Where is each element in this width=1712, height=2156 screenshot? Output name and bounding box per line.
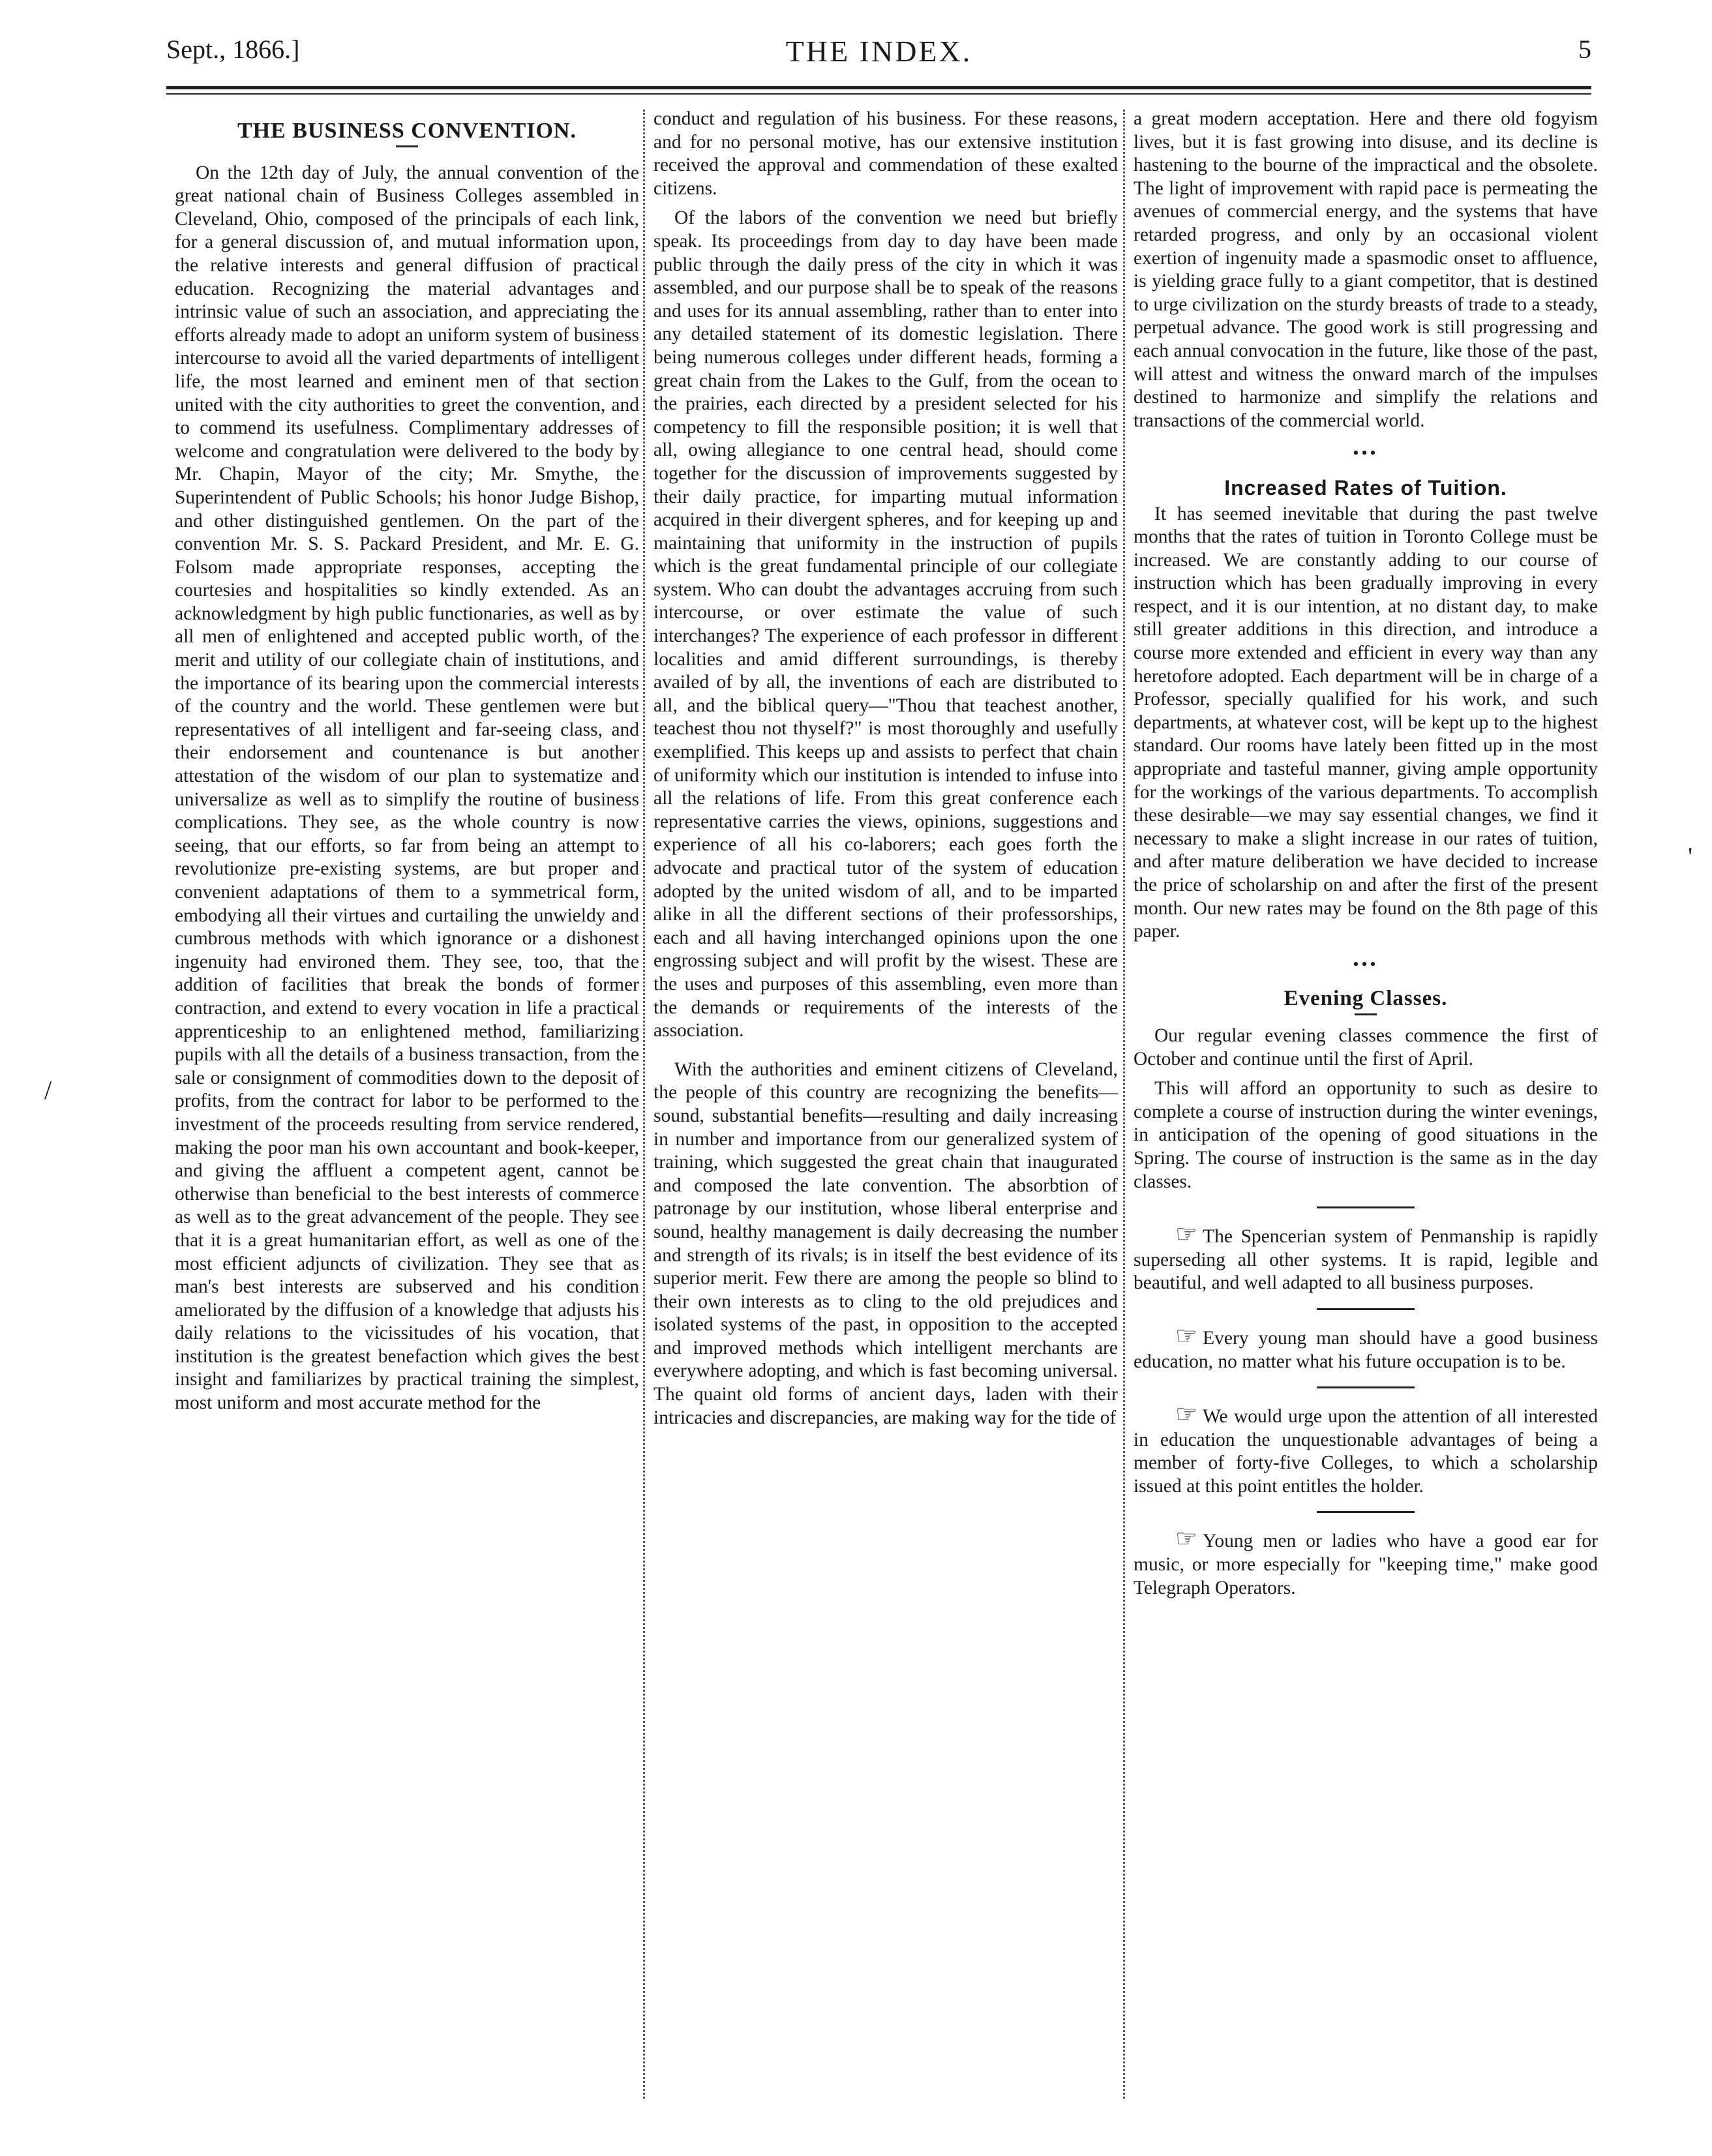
masthead-rule-thick (166, 86, 1591, 89)
convention-paragraph-1-continued: conduct and regulation of his business. For these reasons, and for no personal motive, has our extensive institution received the approval and commendation of these exalted citizens. (653, 108, 1118, 199)
convention-paragraph-1: On the 12th day of July, the annual convention of the great national chain of Business Colleges assembled in Cleveland, Ohio, composed of the principals of each link, for a general discussion of, and mutual information upon, the relative interests and general diffusion of practical education. Recognizing the material advantages and intrinsic value of such an association, and appreciating the efforts already made to adopt an uniform system of business intercourse to avoid all the varied departments of intelligent life, the most learned and eminent men of that section united with the city authorities to greet the convention, and to commend its usefulness. Complimentary addresses of welcome and congratulation were delivered to the body by Mr. Chapin, Mayor of the city; Mr. Smythe, the Superintendent of Public Schools; his honor Judge Bishop, and other distinguished gentlemen. On the part of the convention Mr. S. S. Packard President, and Mr. E. G. Folsom made appropriate responses, accepting the courtesies and hospitalities so kindly extended. As an acknowledgment by high public functionaries, as well as by all men of enlightened and accepted public worth, of the merit and utility of our collegiate chain of institutions, and the importance of its bearing upon the commercial interests of the country and the world. These gentlemen were but representatives of all intelligent and far-seeing class, and their endorsement and countenance is but another attestation of the wisdom of our plan to systematize and universalize as well as to simplify the routine of business complications. They see, as the whole country is now seeing, that our efforts, so far from being an attempt to revolutionize pre-existing systems, are but proper and convenient adaptations of them to a symmetrical form, embodying all their virtues and curtailing the unwieldy and cumbrous methods with which ignorance or a dishonest ingenuity had environed them. They see, too, that the addition of facilities that break the bonds of former contraction, and extend to every vocation in life a practical apprenticeship to an enlightened method, familiarizing pupils with all the details of a business transaction, from the sale or consignment of commodities down to the deposit of profits, from the contract for labor to be performed to the investment of the proceeds resulting from service rendered, making the poor man his own accountant and book-keeper, and giving the affluent a competent agent, cannot be otherwise than beneficial to the best interests of commerce as well as to the great advancement of the people. They see that it is a great humanitarian effort, as well as one of the most efficient adjuncts of civilization. They see that as man's best interests are subserved and his condition ameliorated by the diffusion of a knowledge that adjusts his daily relations to the vicissitudes of his vocation, that institution is the greatest benefaction which gives the best insight and familiarizes by practical training the simplest, most uniform and most accurate method for the (175, 162, 639, 1414)
note-telegraph (1134, 1525, 1598, 1600)
note-text: Young men or ladies who have a good ear for music, or more especially for "keeping time," make good Telegraph Operators. (1134, 1531, 1598, 1598)
issue-date: Sept., 1866.] (166, 35, 300, 64)
stray-mark-left: / (44, 1075, 52, 1105)
article-title-tuition: Increased Rates of Tuition. (1224, 475, 1507, 500)
convention-paragraph-3-continued: a great modern acceptation. Here and there old fogyism lives, but it is fast growing into disuse, and its decline is hastening to the bourne of the impractical and the obsolete. The light of improvement with rapid pace is permeating the avenues of commercial energy, and the systems that have retarded progress, and only by an occasional violent exertion of ingenuity made a spasmodic onset to affluence, is yielding grace fully to a giant competitor, that is destined to urge civilization on the sturdy breasts of trade to a steady, perpetual advance. The good work is still progressing and each annual convocation in the future, like those of the past, will attest and witness the onward march of the impulses destined to harmonize and simplify the relations and transactions of the commercial world. (1134, 108, 1598, 431)
note-business-education (1134, 1322, 1598, 1373)
masthead (166, 34, 1591, 73)
note-text: The Spencerian system of Penmanship is rapidly superseding all other systems. It is rapid, legible and beautiful, and well adapted to all business purposes. (1134, 1226, 1598, 1294)
tuition-paragraph: It has seemed inevitable that during the past twelve months that the rates of tuition in Toronto College must be increased. We are constantly adding to our course of instruction which has been gradually improving in every respect, and it is our intention, at no distant day, to make still greater additions in this direction, and introduce a course more extended and efficient in every way than any heretofore adopted. Each department will be in charge of a Professor, specially qualified for his work, and such departments, at whatever cost, will be kept up to the highest standard. Our rooms have lately been fitted up in the most appropriate and tasteful manner, giving ample opportunity for the workings of the various departments. To accomplish these desirable—we may say essential changes, we find it necessary to make a slight increase in our rates of tuition, and after mature deliberation we have decided to increase the price of scholarship on and after the first of the present month. Our new rates may be found on the 8th page of this paper. (1134, 503, 1598, 942)
note-text: Every young man should have a good business education, no matter what his future occupation is to be. (1134, 1327, 1598, 1372)
note-separator-3 (1317, 1386, 1415, 1388)
title-dash-2 (1355, 1013, 1377, 1015)
convention-paragraph-3: With the authorities and eminent citizens of Cleveland, the people of this country are recognizing the benefits—sound, substantial benefits—resulting and daily increasing in number and importance from our generalized system of training, which suggested the great chain that inaugurated and composed the late convention. The absorbtion of patronage by our institution, whose liberal enterprise and sound, healthy management is daily decreasing the number and strength of its rivals; is in itself the best evidence of its superior merit. Few there are among the people so blind to their own interests as to cling to the old prejudices and isolated systems of the past, in opposition to the accepted and improved methods which intelligent merchants are everywhere adopting, and which is fast becoming universal. The quaint old forms of ancient days, laden with their intricacies and discrepancies, are making way for the tide of (653, 1058, 1118, 1428)
page-number: 5 (1578, 35, 1591, 64)
column-divider-2 (1123, 110, 1125, 2099)
note-scholarship (1134, 1401, 1598, 1498)
note-separator-1 (1317, 1206, 1415, 1208)
masthead-rule-thin (166, 93, 1591, 95)
note-penmanship (1134, 1221, 1598, 1295)
article-title-business-convention: THE BUSINESS CONVENTION. (237, 119, 577, 143)
pointing-hand-icon: ☞ (1175, 1401, 1198, 1429)
stray-mark-right: ' (1688, 842, 1693, 871)
pointing-hand-icon: ☞ (1175, 1525, 1198, 1553)
note-text: We would urge upon the attention of all interested in education the unquestionable advantages of being a member of forty-five Colleges, to which a scholarship issued at this point entitles the holder. (1134, 1406, 1598, 1497)
note-separator-4 (1317, 1511, 1415, 1513)
column-1 (175, 108, 639, 1422)
note-separator-2 (1317, 1308, 1415, 1310)
pointing-hand-icon: ☞ (1175, 1221, 1198, 1249)
evening-paragraph-1: Our regular evening classes commence the first of October and continue until the first of April. (1134, 1025, 1598, 1070)
article-title-evening-classes: Evening Classes. (1284, 987, 1448, 1011)
section-ornament: ••• (1353, 443, 1379, 463)
title-dash (396, 145, 418, 147)
evening-paragraph-2: This will afford an opportunity to such as desire to complete a course of instruction during the winter evenings, in anticipation of the opening of good situations in the Spring. The course of instruction is the same as in the day classes. (1134, 1078, 1598, 1192)
column-divider-1 (643, 110, 645, 2099)
convention-paragraph-2: Of the labors of the convention we need but briefly speak. Its proceedings from day to day have been made public through the daily press of the city in which it was assembled, and our purpose shall be to speak of the reasons and uses for its annual assembling, rather than to enter into any detailed statement of its domestic legislation. There being numerous colleges under different heads, forming a great chain from the Lakes to the Gulf, from the ocean to the prairies, each directed by a president selected for his competency to fill the responsible position; it is well that all, owing allegiance to one central head, should come together for the discussion of improvements suggested by their daily practice, for imparting mutual information acquired in their divergent spheres, and for keeping up and maintaining that uniformity in the instruction of pupils which is the great fundamental principle of our collegiate system. Who can doubt the advantages accruing from such intercourse, or over estimate the value of such interchanges? The experience of each professor in different localities and amid different surroundings, is thereby availed of by all, the inventions of each are distributed to all, and the biblical query—"Thou that teachest another, teachest thou not thyself?" is most thoroughly and usefully exemplified. This keeps up and assists to perfect that chain of uniformity which our institution is intended to infuse into all the relations of life. From this great conference each representative carries the views, opinions, suggestions and experience of all his co-laborers; each goes forth the advocate and practical tutor of the system of education adopted by the united wisdom of all, and to be imparted alike in all the different sections of their professorships, each and all having interchanged opinions upon the one engrossing subject and will profit by the wisest. These are the uses and purposes of this assembling, even more than the demands or requirements of the interests of the association. (653, 207, 1118, 1041)
pointing-hand-icon: ☞ (1175, 1322, 1198, 1350)
newspaper-title: THE INDEX. (785, 35, 972, 68)
column-3 (1134, 108, 1598, 1605)
section-ornament-2: ••• (1353, 954, 1379, 974)
column-2 (653, 108, 1118, 1436)
